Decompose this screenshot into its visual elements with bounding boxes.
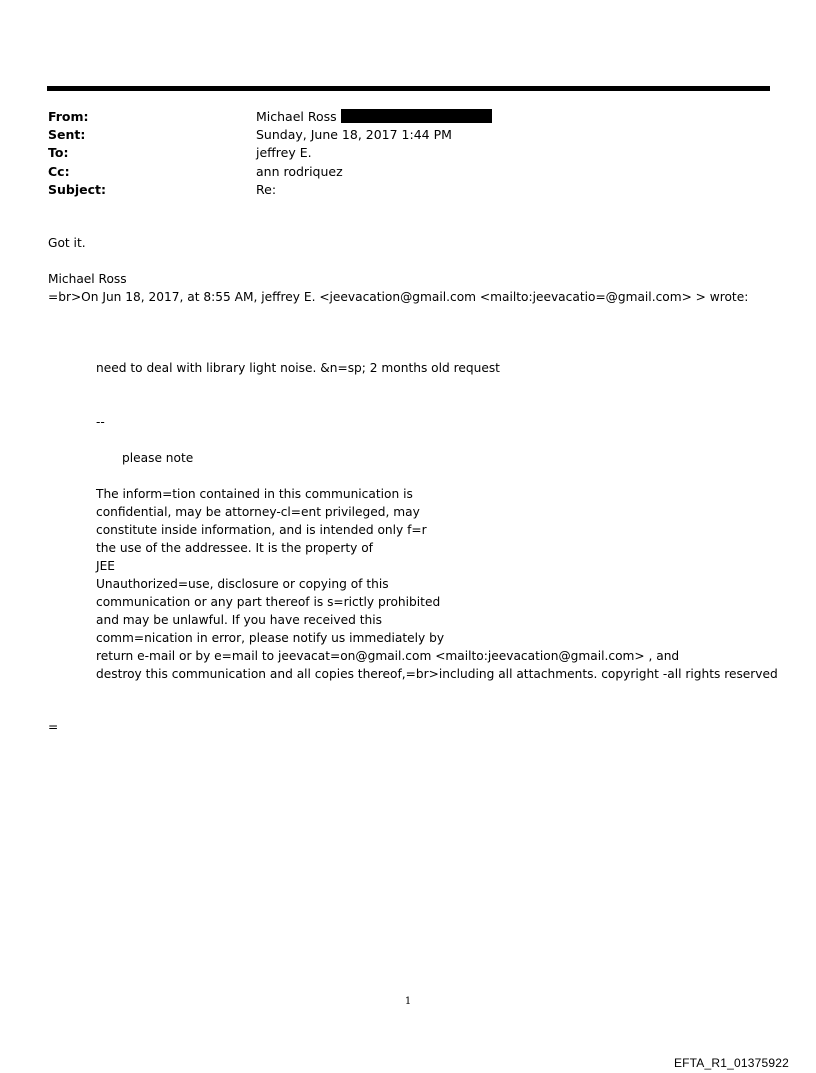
cc-row — [48, 163, 492, 181]
cc-value: ann rodriquez — [256, 163, 343, 179]
page-number: 1 — [404, 996, 412, 1007]
from-label: From: — [48, 109, 89, 124]
please-note: please note — [122, 451, 194, 465]
quote-intro: =br>On Jun 18, 2017, at 8:55 AM, jeffrey E. <jeevacation@gmail.com <mailto:jeevacatio=@gmail.com> > wrote: — [48, 290, 749, 304]
subject-row — [48, 181, 492, 199]
to-value: jeffrey E. — [256, 145, 312, 161]
redaction-block — [341, 109, 492, 123]
trailing-equals: = — [48, 720, 59, 734]
subject-label: Subject: — [48, 181, 106, 197]
from-row — [48, 108, 492, 126]
disclaimer-line: constitute inside information, and is intended only f=r — [96, 523, 427, 537]
cc-label: Cc: — [48, 163, 70, 179]
quoted-message: need to deal with library light noise. &n=sp; 2 months old request — [96, 361, 500, 375]
email-header — [48, 108, 492, 199]
disclaimer-line: the use of the addressee. It is the property of — [96, 541, 373, 555]
from-name: Michael Ross — [256, 109, 337, 124]
to-label: To: — [48, 145, 69, 161]
confidentiality-disclaimer — [96, 485, 778, 683]
sent-value: Sunday, June 18, 2017 1:44 PM — [256, 127, 452, 143]
reply-text: Got it. — [48, 236, 86, 250]
from-value — [256, 108, 492, 126]
disclaimer-line: The inform=tion contained in this communication is — [96, 487, 413, 501]
disclaimer-line: communication or any part thereof is s=rictly prohibited — [96, 595, 441, 609]
header-rule — [47, 86, 770, 91]
sent-label: Sent: — [48, 127, 86, 143]
subject-value: Re: — [256, 181, 277, 197]
to-row — [48, 144, 492, 162]
disclaimer-line: destroy this communication and all copies thereof,=br>including all attachments. copyright -all rights reserved — [96, 667, 778, 681]
sent-row — [48, 126, 492, 144]
disclaimer-line: and may be unlawful. If you have received this — [96, 613, 382, 627]
disclaimer-line: confidential, may be attorney-cl=ent privileged, may — [96, 505, 420, 519]
disclaimer-line: Unauthorized=use, disclosure or copying of this — [96, 577, 389, 591]
document-id: EFTA_R1_01375922 — [673, 1056, 789, 1070]
disclaimer-line: return e-mail or by e=mail to jeevacat=on@gmail.com <mailto:jeevacation@gmail.com> , and — [96, 649, 680, 663]
disclaimer-line: comm=nication in error, please notify us immediately by — [96, 631, 445, 645]
signature-name: Michael Ross — [48, 272, 127, 286]
disclaimer-line: JEE — [96, 559, 115, 573]
signature-separator: -- — [96, 415, 105, 429]
